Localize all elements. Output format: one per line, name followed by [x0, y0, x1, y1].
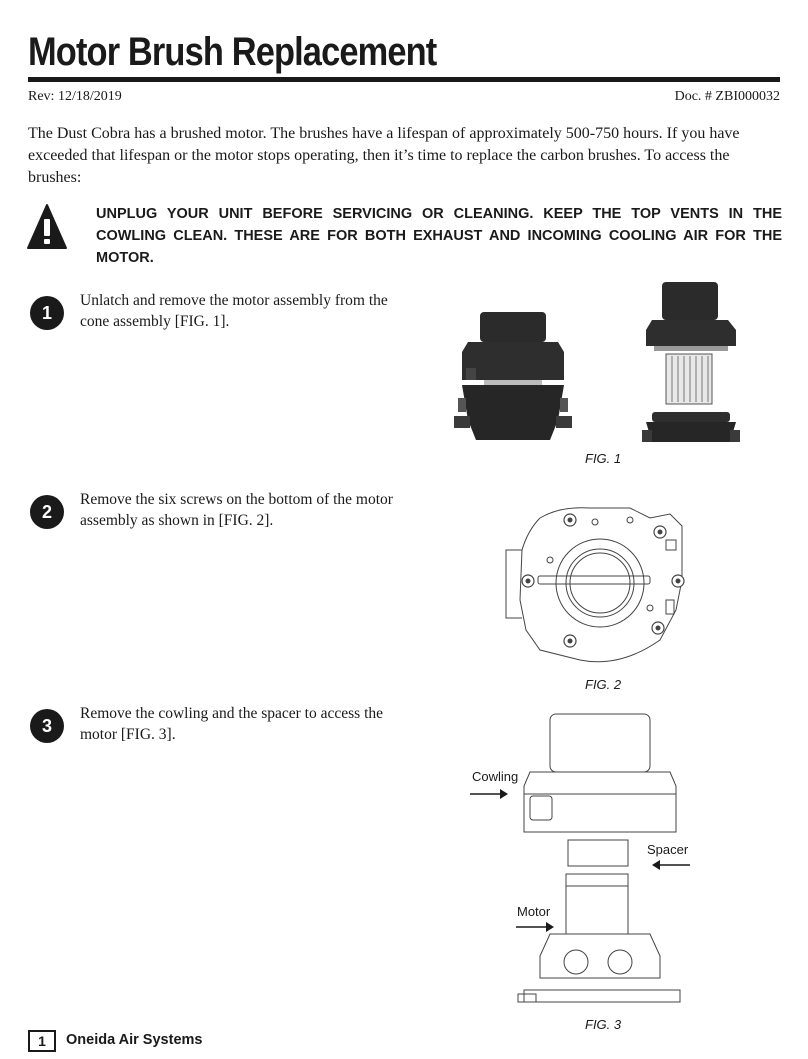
fig2-motor-bottom-illustration — [500, 500, 700, 670]
title-rule — [28, 77, 780, 82]
document-number: Doc. # ZBI000032 — [674, 89, 780, 104]
fig2-caption: FIG. 2 — [585, 677, 622, 692]
fig1-caption: FIG. 1 — [585, 451, 622, 466]
step-2-badge: 2 — [30, 495, 64, 529]
disassembled-unit — [642, 282, 740, 442]
page-number: 1 — [28, 1030, 56, 1052]
step-2-text: Remove the six screws on the bottom of the motor assembly as shown in [FIG. 2]. — [80, 491, 393, 529]
step-1-text: Unlatch and remove the motor assembly from the cone assembly [FIG. 1]. — [80, 292, 388, 330]
motor-arrow-icon — [516, 921, 556, 933]
cowling-label: Cowling — [472, 769, 519, 784]
step-3-text: Remove the cowling and the spacer to access the motor [FIG. 3]. — [80, 705, 383, 743]
footer-brand: Oneida Air Systems — [66, 1032, 203, 1048]
cowling-arrow-icon — [470, 788, 510, 800]
step-1-badge: 1 — [30, 296, 64, 330]
step-3-badge: 3 — [30, 709, 64, 743]
spacer-arrow-icon — [650, 859, 690, 871]
fig1-motor-assembly-illustration — [440, 280, 750, 450]
motor-label: Motor — [517, 904, 551, 919]
warning-icon — [27, 204, 67, 250]
page-title: Motor Brush Replacement — [28, 30, 437, 74]
fig3-caption: FIG. 3 — [585, 1017, 622, 1032]
spacer-label: Spacer — [647, 842, 689, 857]
assembled-unit — [454, 312, 572, 440]
intro-paragraph: The Dust Cobra has a brushed motor. The brushes have a lifespan of approximately 500-750 hours. If you have exceeded that lifespan or the motor stops operating, then it’s time to replace the carbon brushes. To access the brushes: — [28, 125, 740, 186]
revision-date: Rev: 12/18/2019 — [28, 89, 122, 104]
warning-text: UNPLUG YOUR UNIT BEFORE SERVICING OR CLEANING. KEEP THE TOP VENTS IN THE COWLING CLEAN. THESE ARE FOR BOTH EXHAUST AND INCOMING COOLING AIR FOR THE MOTOR. — [96, 206, 782, 266]
